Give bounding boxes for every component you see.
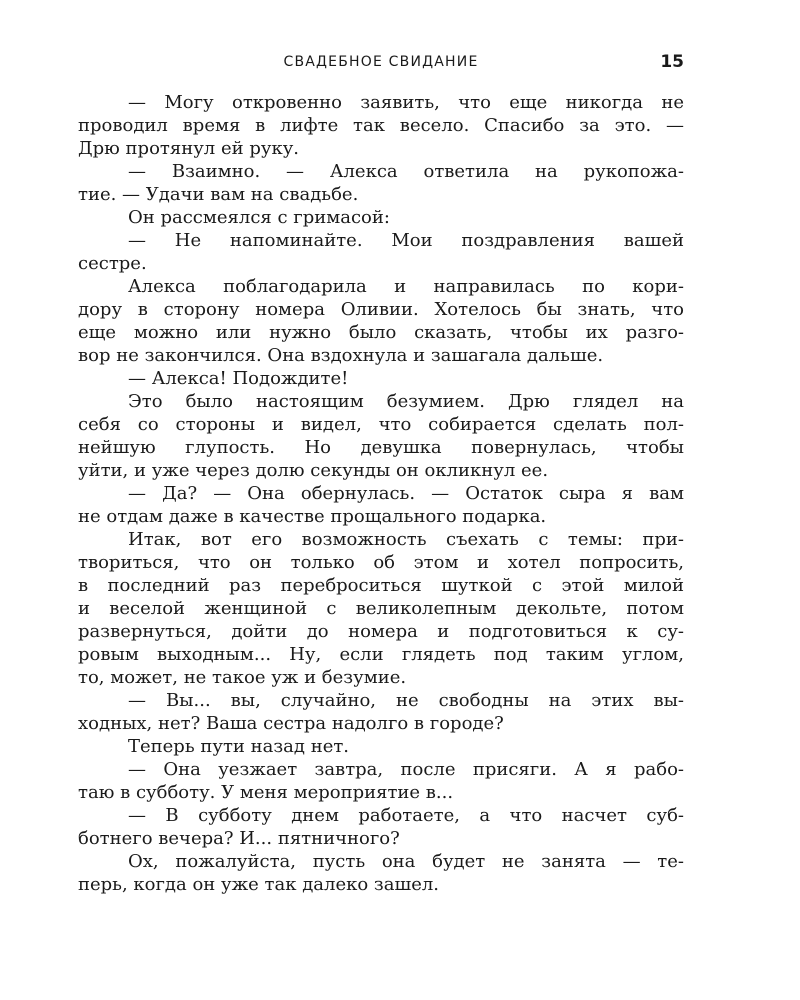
- text-line: вор не закончился. Она вздохнула и зашагала дальше.: [78, 345, 604, 366]
- text-line: развернуться, дойти до номера и подготовиться к су-: [78, 621, 684, 642]
- text-line: ходных, нет? Ваша сестра надолго в городе?: [78, 713, 504, 734]
- text-line: Ох, пожалуйста, пусть она будет не занята — те-: [128, 851, 684, 872]
- text-line: — Алекса! Подождите!: [128, 368, 349, 389]
- text-line: тие. — Удачи вам на свадьбе.: [78, 184, 359, 205]
- running-title: СВАДЕБНОЕ СВИДАНИЕ: [283, 54, 479, 70]
- text-line: уйти, и уже через долю секунды он окликнул ее.: [78, 460, 549, 481]
- text-line: ботнего вечера? И... пятничного?: [78, 828, 400, 849]
- text-line: дору в сторону номера Оливии. Хотелось бы знать, что: [78, 299, 684, 320]
- text-line: — В субботу днем работаете, а что насчет суб-: [128, 805, 684, 826]
- text-line: и веселой женщиной с великолепным декольте, потом: [78, 598, 684, 619]
- text-line: Итак, вот его возможность съехать с темы: при-: [128, 529, 684, 550]
- text-line: Дрю протянул ей руку.: [78, 138, 300, 159]
- text-line: таю в субботу. У меня мероприятие в...: [78, 782, 454, 803]
- text-line: нейшую глупость. Но девушка повернулась, чтобы: [78, 437, 684, 458]
- text-line: Алекса поблагодарила и направилась по кори-: [128, 276, 684, 297]
- text-line: то, может, не такое уж и безумие.: [78, 667, 407, 688]
- text-line: твориться, что он только об этом и хотел попросить,: [78, 552, 684, 573]
- text-line: Теперь пути назад нет.: [128, 736, 350, 757]
- text-line: не отдам даже в качестве прощального подарка.: [78, 506, 547, 527]
- text-line: Он рассмеялся с гримасой:: [128, 207, 390, 228]
- text-line: себя со стороны и видел, что собирается сделать пол-: [78, 414, 684, 435]
- text-line: — Она уезжает завтра, после присяги. А я рабо-: [128, 759, 684, 780]
- body-text: [78, 91, 684, 896]
- running-header: [78, 54, 684, 76]
- text-line: — Могу откровенно заявить, что еще никогда не: [128, 92, 684, 113]
- text-line: сестре.: [78, 253, 147, 274]
- text-line: — Взаимно. — Алекса ответила на рукопожа-: [128, 161, 684, 182]
- text-line: — Вы... вы, случайно, не свободны на этих вы-: [128, 690, 684, 711]
- text-line: в последний раз переброситься шуткой с этой милой: [78, 575, 684, 596]
- text-line: проводил время в лифте так весело. Спасибо за это. —: [78, 115, 684, 136]
- text-line: Это было настоящим безумием. Дрю глядел на: [128, 391, 684, 412]
- text-line: еще можно или нужно было сказать, чтобы их разго-: [78, 322, 684, 343]
- page-number: 15: [660, 52, 684, 72]
- text-line: ровым выходным... Ну, если глядеть под таким углом,: [78, 644, 684, 665]
- text-line: — Да? — Она обернулась. — Остаток сыра я вам: [128, 483, 684, 504]
- text-line: перь, когда он уже так далеко зашел.: [78, 874, 440, 895]
- text-line: — Не напоминайте. Мои поздравления вашей: [128, 230, 684, 251]
